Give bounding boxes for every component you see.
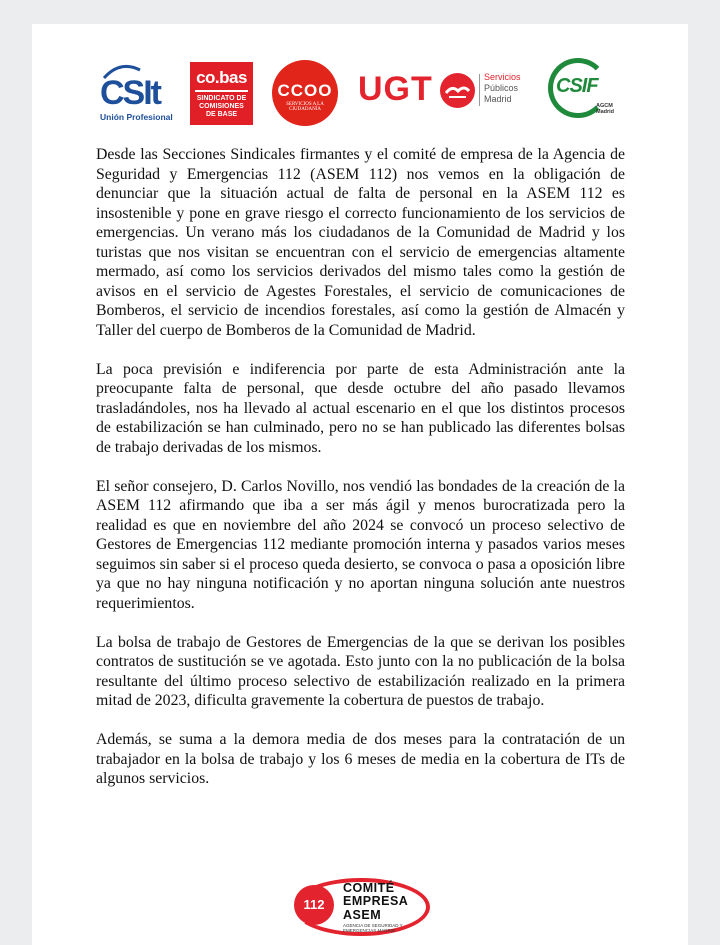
ugt-subtitle-2: Públicos	[484, 83, 519, 93]
csif-subtitle-2: Madrid	[596, 109, 615, 115]
csif-logo-text: CSIF	[556, 75, 598, 97]
paragraph-5: Además, se suma a la demora media de dos meses para la contratación de un trabajador en la bolsa de trabajo y los 6 meses de media en la cobertura de ITs de algunos servicios.	[96, 731, 625, 787]
cobas-tagline-2: COMISIONES	[199, 103, 244, 110]
ugt-divider	[479, 74, 480, 106]
cobas-divider	[195, 90, 248, 92]
cobas-logo	[190, 62, 253, 125]
paragraph-4: La bolsa de trabajo de Gestores de Emergencias de la que se derivan los posibles contratos de sustitución se ve agotada. Esto junto con la no publicación de la bolsa resultante del último proceso selectivo de estabilización realizado en la primera mitad de 2023, dificulta gravemente la cobertura de puestos de trabajo.	[96, 633, 625, 709]
comite-number: 112	[303, 897, 325, 912]
ugt-logo	[358, 70, 534, 118]
comite-subtitle: AGENCIA DE SEGURIDAD Y EMERGENCIAS MADRID	[343, 923, 403, 933]
csif-logo	[548, 58, 620, 126]
comite-empresa-logo	[290, 876, 440, 940]
ugt-logo-text: UGT	[358, 70, 433, 108]
paragraph-1: Desde las Secciones Sindicales firmantes y el comité de empresa de la Agencia de Seguridad y Emergencias 112 (ASEM 112) nos vemos en la obligación de denunciar que la situación actual de falta de personal en la ASEM 112 es insostenible y pone en grave riesgo el correcto funcionamiento de los servicios de emergencias. Un verano más los ciudadanos de la Comunidad de Madrid y los turistas que nos visitan se encuentran con el servicio de emergencias altamente mermado, así como los servicios derivados del mismo tales como la gestión de avisos en el servicio de Agestes Forestales, el servicio de comunicaciones de Bomberos, el servicio de incendios forestales, así como la gestión de Almacén y Taller del cuerpo de Bomberos de la Comunidad de Madrid.	[96, 146, 625, 339]
ccoo-logo	[272, 60, 338, 126]
ccoo-logo-text: CCOO	[277, 81, 333, 100]
ugt-subtitle-3: Madrid	[484, 94, 512, 104]
ugt-subtitle	[484, 72, 521, 105]
cobas-logo-text: co.bas	[196, 68, 247, 87]
handshake-icon	[440, 73, 475, 108]
ccoo-logo-tagline: SERVICIOS A LA CIUDADANÍA	[286, 102, 324, 112]
comite-line-2: EMPRESA	[343, 894, 409, 908]
ugt-subtitle-1: Servicios	[484, 72, 521, 82]
paragraph-3: El señor consejero, D. Carlos Novillo, nos vendió las bondades de la creación de la ASEM 112 afirmando que iba a ser más ágil y menos burocratizada pero la realidad es que en noviembre del año 2024 se convocó un proceso selectivo de Gestores de Emergencias 112 mediante promoción interna y pasados varios meses seguimos sin saber si el proceso queda desierto, se convoca o pasa a oposición libre ya que no hay ninguna notificación y no aportan ninguna solución ante nuestros requerimientos.	[96, 477, 625, 612]
csit-logo-text: CSIt	[100, 74, 160, 112]
csit-logo-tagline: Unión Profesional	[100, 112, 173, 122]
statement-body	[96, 145, 625, 808]
document-page	[32, 24, 688, 945]
csif-subtitle	[596, 103, 614, 115]
csit-logo	[100, 62, 172, 126]
cobas-tagline-1: SINDICATO DE	[196, 95, 247, 102]
csif-subtitle-1: AGCM	[596, 103, 613, 109]
paragraph-2: La poca previsión e indiferencia por parte de esta Administración ante la preocupante falta de personal, que desde octubre del año pasado llevamos trasladándoles, nos ha llevado al actual escenario en el que los distintos procesos de estabilización se han culminado, pero no se han publicado las diferentes bolsas de trabajo derivadas de los mismos.	[96, 360, 625, 456]
comite-line-1: COMITÉ	[343, 881, 395, 895]
cobas-tagline-3: DE BASE	[205, 111, 238, 118]
comite-line-3: ASEM	[343, 908, 382, 922]
union-logos-row	[32, 58, 688, 128]
